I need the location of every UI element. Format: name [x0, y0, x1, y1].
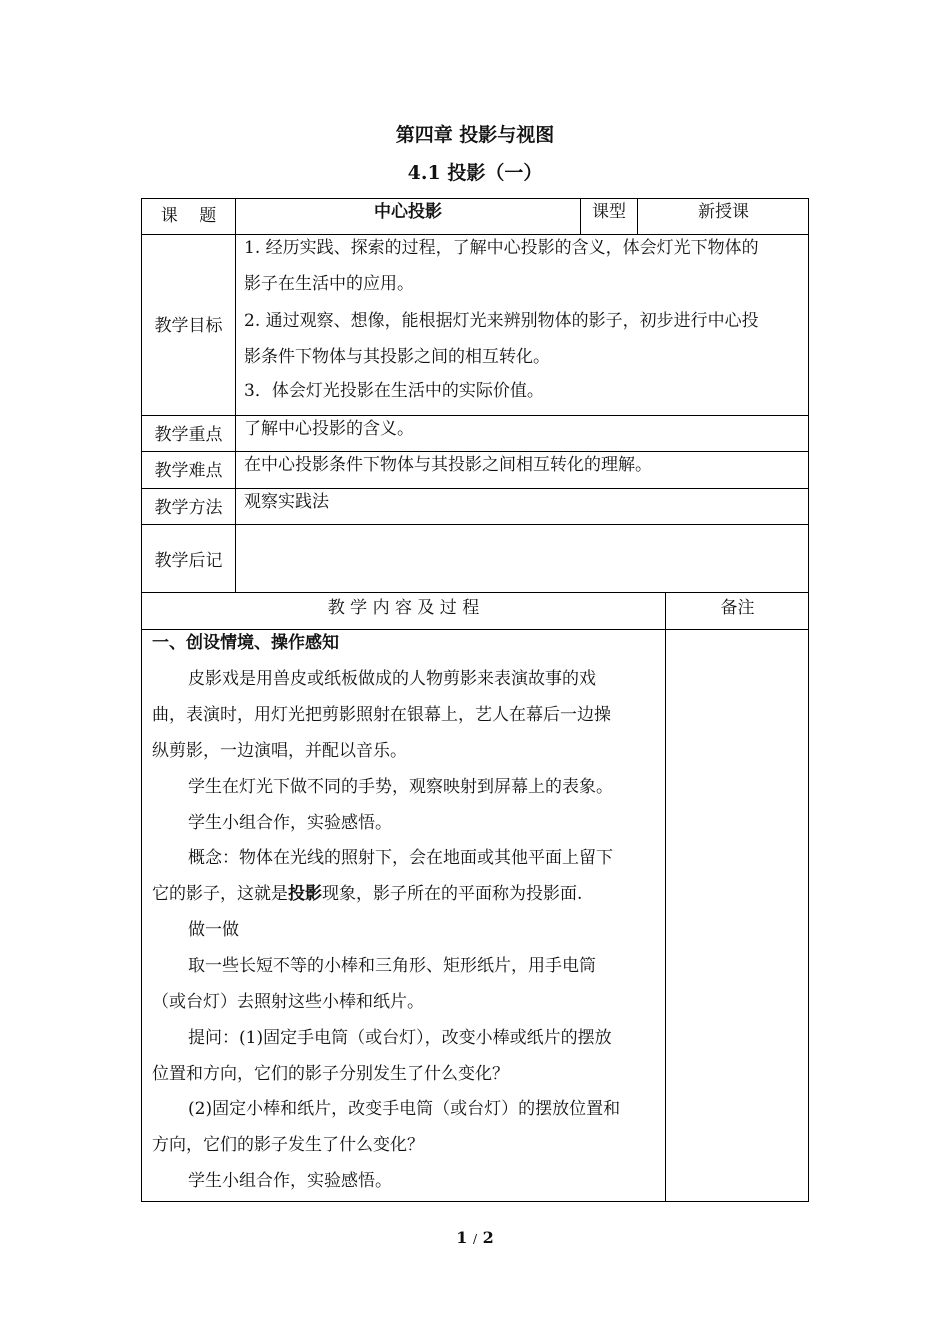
content-line: 学生在灯光下做不同的手势，观察映射到屏幕上的表象。	[188, 777, 613, 797]
page-separator: /	[472, 1232, 478, 1246]
goal-line: 2. 通过观察、想像，能根据灯光来辨别物体的影子，初步进行中心投	[244, 311, 759, 331]
content-line: 取一些长短不等的小棒和三角形、矩形纸片，用手电筒	[188, 956, 596, 976]
keyword: 投影	[288, 884, 322, 904]
chapter-title: 第四章 投影与视图	[395, 124, 555, 146]
content-text: 现象，影子所在的平面称为投影面.	[322, 884, 583, 904]
col-divider	[665, 592, 666, 1202]
type-value: 新授课	[698, 202, 749, 222]
content-line: 皮影戏是用兽皮或纸板做成的人物剪影来表演故事的戏	[188, 669, 596, 689]
topic-label: 课 题	[160, 206, 217, 226]
content-text: 它的影子，这就是	[152, 884, 288, 904]
goal-line: 影子在生活中的应用。	[244, 274, 414, 294]
remarks-header: 备注	[720, 598, 755, 618]
notes-label: 教学后记	[154, 551, 223, 571]
difficulty-value: 在中心投影条件下物体与其投影之间相互转化的理解。	[244, 455, 652, 475]
row-divider	[141, 415, 809, 416]
content-line: 概念：物体在光线的照射下，会在地面或其他平面上留下	[188, 848, 613, 868]
difficulty-label: 教学难点	[154, 461, 223, 481]
type-label: 课型	[592, 202, 626, 222]
key-value: 了解中心投影的含义。	[244, 419, 414, 439]
goal-line: 1. 经历实践、探索的过程，了解中心投影的含义，体会灯光下物体的	[244, 238, 759, 258]
content-line: 方向，它们的影子发生了什么变化？	[152, 1135, 424, 1155]
content-line: 学生小组合作，实验感悟。	[188, 1171, 392, 1191]
row-divider	[141, 488, 809, 489]
content-line: (2)固定小棒和纸片，改变手电筒（或台灯）的摆放位置和	[188, 1099, 621, 1119]
content-line: 学生小组合作，实验感悟。	[188, 813, 392, 833]
content-line: 纵剪影，一边演唱，并配以音乐。	[152, 741, 407, 761]
page-current: 1	[456, 1228, 468, 1247]
goal-line: 影条件下物体与其投影之间的相互转化。	[244, 347, 550, 367]
topic-value: 中心投影	[374, 202, 442, 222]
content-line: 做一做	[188, 920, 239, 940]
page-number	[0, 1228, 950, 1247]
key-label: 教学重点	[154, 425, 223, 445]
method-value: 观察实践法	[244, 492, 329, 512]
content-line: 提问：(1)固定手电筒（或台灯），改变小棒或纸片的摆放	[188, 1028, 612, 1048]
section-title: 4.1 投影（一）	[407, 162, 543, 184]
section-heading: 一、创设情境、操作感知	[152, 633, 339, 653]
content-line: 位置和方向，它们的影子分别发生了什么变化？	[152, 1064, 509, 1084]
row-divider	[141, 524, 809, 525]
goals-label: 教学目标	[154, 316, 223, 336]
content-line: 曲，表演时，用灯光把剪影照射在银幕上，艺人在幕后一边操	[152, 705, 611, 725]
method-label: 教学方法	[154, 498, 223, 518]
content-line: （或台灯）去照射这些小棒和纸片。	[152, 992, 424, 1012]
col-divider	[235, 198, 236, 593]
page-total: 2	[482, 1228, 494, 1247]
goal-line: 3．体会灯光投影在生活中的实际价值。	[244, 381, 544, 401]
content-line	[152, 876, 660, 912]
content-header: 教 学 内 容 及 过 程	[327, 598, 480, 618]
